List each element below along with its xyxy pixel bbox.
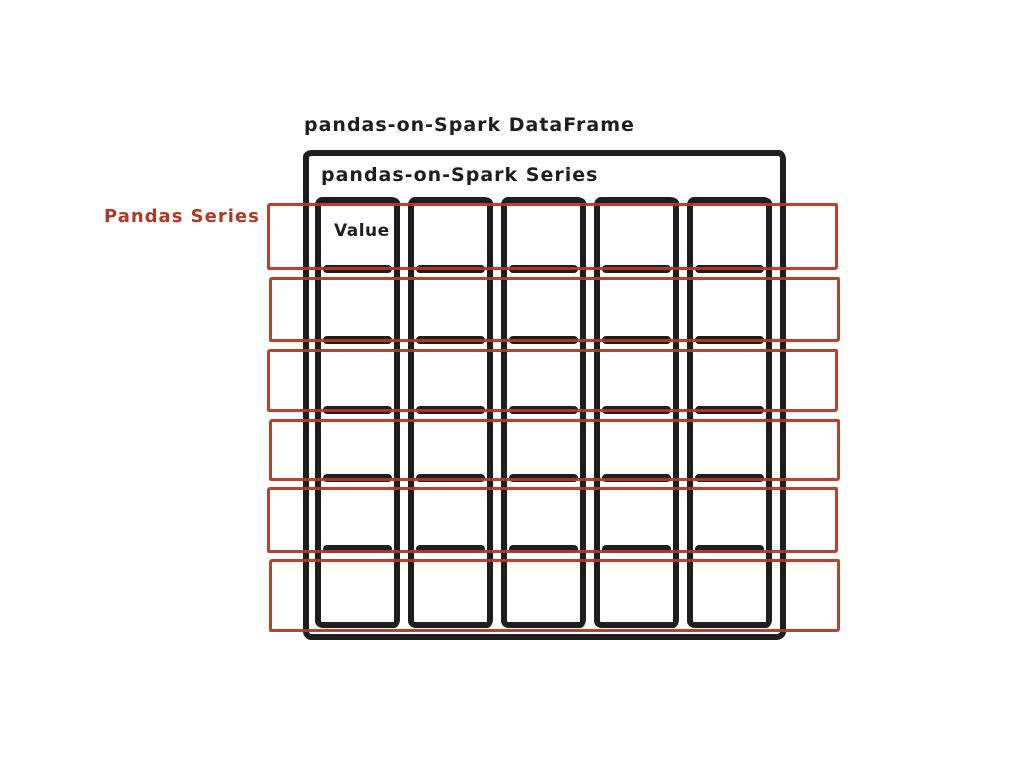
pandas-series-band [267,487,838,553]
pandas-series-band [269,419,840,481]
dataframe-title: pandas-on-Spark DataFrame [304,114,635,136]
pandas-on-spark-series-label: pandas-on-Spark Series [321,164,599,186]
value-cell-label: Value [334,221,390,241]
pandas-series-band [267,349,838,412]
pandas-series-band [269,277,840,342]
pandas-series-label: Pandas Series [104,206,260,227]
pandas-series-band [267,203,838,270]
pandas-series-band [269,559,840,632]
